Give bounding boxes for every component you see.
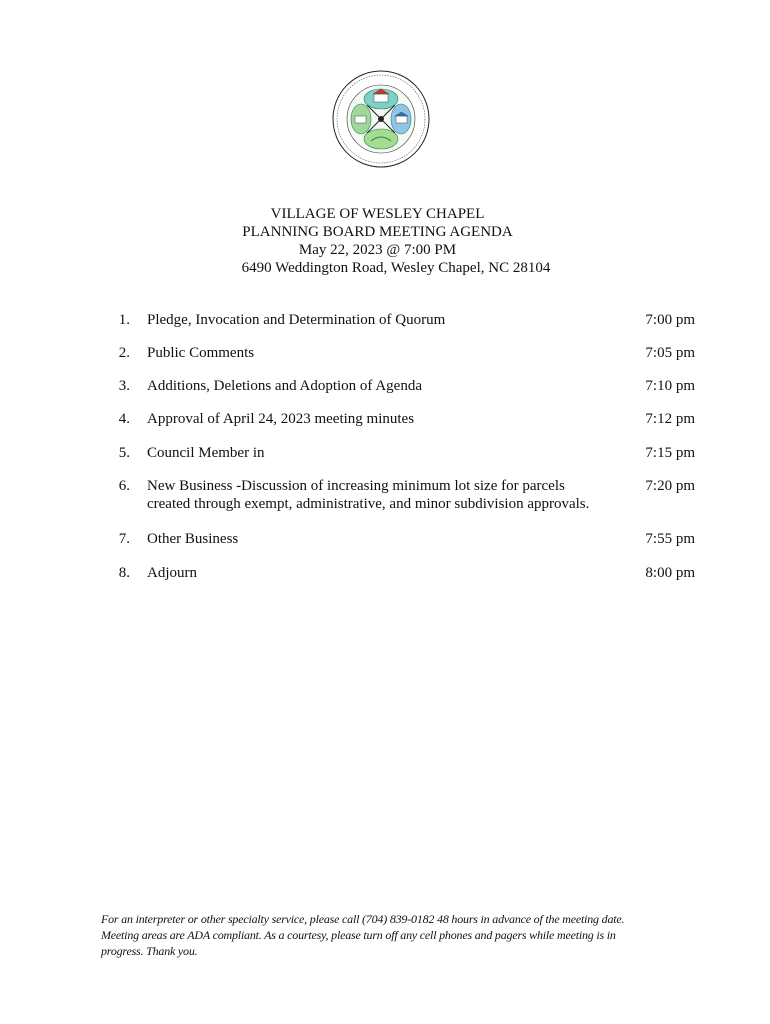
agenda-item-text: Adjourn <box>147 565 197 581</box>
footer-line: progress. Thank you. <box>101 944 198 958</box>
agenda-item-time: 7:00 pm <box>645 312 695 328</box>
agenda-item-time: 7:55 pm <box>645 531 695 547</box>
agenda-item-number: 7. <box>118 531 130 547</box>
agenda-item-number: 3. <box>118 378 130 394</box>
agenda-item-text: Other Business <box>147 531 239 547</box>
agenda-item-number: 8. <box>118 565 130 581</box>
document-header <box>0 205 770 277</box>
agenda-item-time: 7:12 pm <box>645 411 695 427</box>
agenda-item-time: 7:20 pm <box>645 478 695 494</box>
agenda-item-text: Public Comments <box>147 345 255 361</box>
agenda-item-time: 8:00 pm <box>645 565 695 581</box>
agenda-item-text: Pledge, Invocation and Determination of Quorum <box>147 312 446 328</box>
agenda-item-text-line: New Business -Discussion of increasing minimum lot size for parcels <box>147 478 565 494</box>
agenda-item-text <box>147 477 617 513</box>
agenda-item-text-line: created through exempt, administrative, and minor subdivision approvals. <box>147 496 590 512</box>
agenda-item-number: 6. <box>118 478 130 494</box>
footer-line: Meeting areas are ADA compliant. As a courtesy, please turn off any cell phones and pagers while meeting is in <box>101 928 616 942</box>
agenda-item-time: 7:05 pm <box>645 345 695 361</box>
agenda-item-text: Approval of April 24, 2023 meeting minutes <box>147 411 415 427</box>
subtitle-line: PLANNING BOARD MEETING AGENDA <box>242 224 513 240</box>
meeting-date: May 22, 2023 @ 7:00 PM <box>298 242 457 258</box>
agenda-item-number: 5. <box>118 445 130 461</box>
agenda-item-text: Additions, Deletions and Adoption of Agenda <box>147 378 422 394</box>
agenda-item-number: 2. <box>118 345 130 361</box>
footer-note <box>101 911 691 959</box>
agenda-item-number: 4. <box>118 411 130 427</box>
title-line: VILLAGE OF WESLEY CHAPEL <box>270 206 485 222</box>
agenda-item-time: 7:15 pm <box>645 445 695 461</box>
village-seal-logo <box>331 69 431 169</box>
agenda-item-text: Council Member in <box>147 445 265 461</box>
agenda-item-number: 1. <box>118 312 130 328</box>
footer-line: For an interpreter or other specialty service, please call (704) 839-0182 48 hours in advance of the meeting date. <box>101 912 625 926</box>
agenda-item-time: 7:10 pm <box>645 378 695 394</box>
meeting-address: 6490 Weddington Road, Wesley Chapel, NC 28104 <box>241 260 551 276</box>
